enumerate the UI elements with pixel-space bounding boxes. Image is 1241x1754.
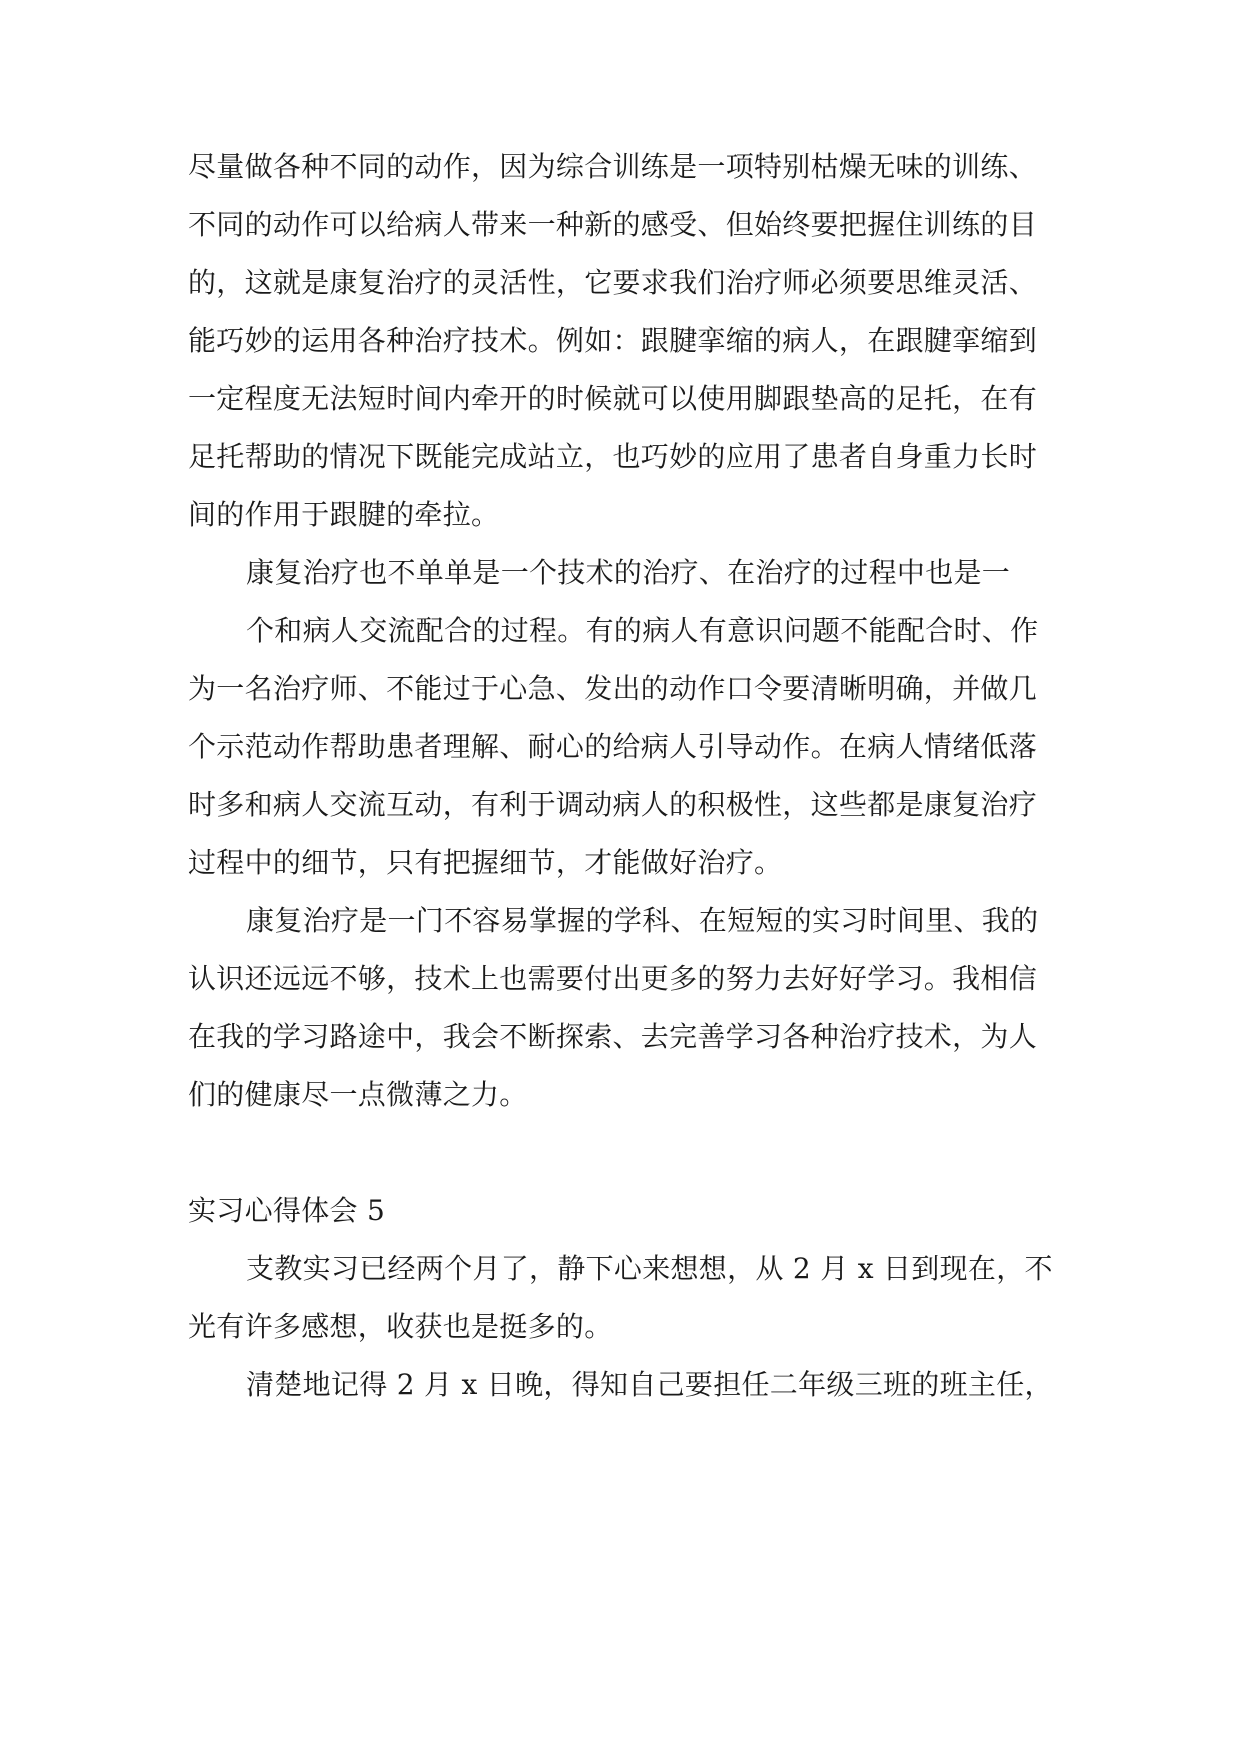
text-line: 一定程度无法短时间内牵开的时候就可以使用脚跟垫高的足托，在有 [188, 382, 1038, 415]
text-line: 能巧妙的运用各种治疗技术。例如：跟腱挛缩的病人，在跟腱挛缩到 [188, 324, 1038, 357]
text-line: 过程中的细节，只有把握细节，才能做好治疗。 [188, 846, 783, 879]
text-line: 足托帮助的情况下既能完成站立，也巧妙的应用了患者自身重力长时 [188, 440, 1038, 473]
text-line: 康复治疗也不单单是一个技术的治疗、在治疗的过程中也是一 [246, 556, 1011, 589]
text-line: 清楚地记得 2 月 x 日晚，得知自己要担任二年级三班的班主任， [246, 1368, 1053, 1401]
text-line: 时多和病人交流互动，有利于调动病人的积极性，这些都是康复治疗 [188, 788, 1038, 821]
text-line: 不同的动作可以给病人带来一种新的感受、但始终要把握住训练的目 [188, 208, 1038, 241]
text-line: 支教实习已经两个月了，静下心来想想，从 2 月 x 日到现在，不 [246, 1252, 1053, 1285]
text-line: 为一名治疗师、不能过于心急、发出的动作口令要清晰明确，并做几 [188, 672, 1038, 705]
text-line: 认识还远远不够，技术上也需要付出更多的努力去好好学习。我相信 [188, 962, 1038, 995]
text-line: 康复治疗是一门不容易掌握的学科、在短短的实习时间里、我的 [246, 904, 1039, 937]
text-line: 个示范动作帮助患者理解、耐心的给病人引导动作。在病人情绪低落 [188, 730, 1038, 763]
section-heading: 实习心得体会 5 [188, 1194, 386, 1227]
text-line: 的，这就是康复治疗的灵活性，它要求我们治疗师必须要思维灵活、 [188, 266, 1038, 299]
text-line: 在我的学习路途中，我会不断探索、去完善学习各种治疗技术，为人 [188, 1020, 1038, 1053]
text-line: 个和病人交流配合的过程。有的病人有意识问题不能配合时、作 [246, 614, 1039, 647]
text-line: 尽量做各种不同的动作，因为综合训练是一项特别枯燥无味的训练、 [188, 150, 1038, 183]
text-line: 们的健康尽一点微薄之力。 [188, 1078, 528, 1111]
text-line: 间的作用于跟腱的牵拉。 [188, 498, 500, 531]
text-line: 光有许多感想，收获也是挺多的。 [188, 1310, 613, 1343]
